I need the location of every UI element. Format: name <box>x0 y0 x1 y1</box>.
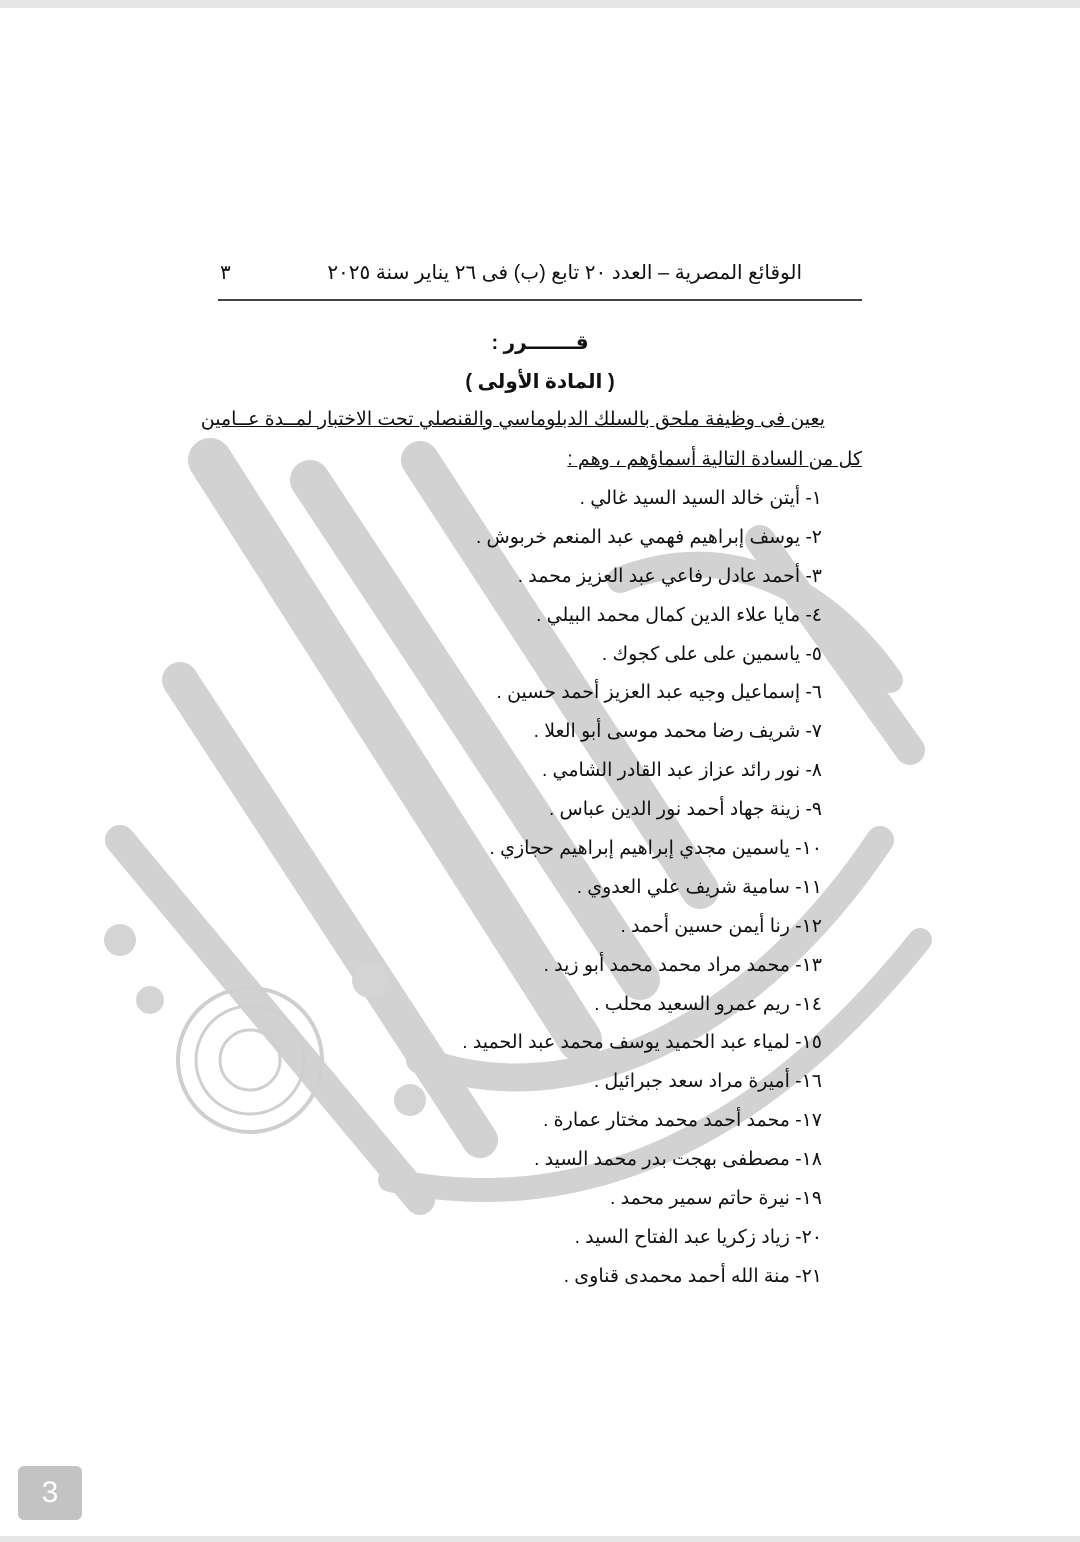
appointee-list <box>402 486 822 1303</box>
list-item: ١- أيتن خالد السيد السيد غالي . <box>579 488 822 509</box>
list-item: ١٦- أميرة مراد سعد جبرائيل . <box>593 1071 822 1093</box>
list-item: ٦- إسماعيل وجيه عبد العزيز أحمد حسين . <box>496 682 822 704</box>
page-header <box>218 258 862 290</box>
list-item: ٨- نور رائد عزاز عبد القادر الشامي . <box>541 760 822 782</box>
gazette-page-number: ٣ <box>220 262 231 284</box>
list-item: ١٧- محمد أحمد محمد مختار عمارة . <box>543 1110 822 1132</box>
list-item: ١٩- نيرة حاتم سمير محمد . <box>610 1188 822 1210</box>
header-divider <box>218 299 862 301</box>
intro-line-1: يعين فى وظيفة ملحق بالسلك الدبلوماسي والقنصلي تحت الاختبار لمــدة عــامين <box>200 409 825 430</box>
viewer-top-bar <box>0 0 1080 8</box>
list-item: ١٣- محمد مراد محمد محمد أبو زيد . <box>543 954 822 976</box>
intro-line-2: كل من السادة التالية أسماؤهم ، وهم : <box>567 449 862 470</box>
decision-heading: قـــــــرر : <box>491 332 589 354</box>
list-item: ١٨- مصطفى بهجت بدر محمد السيد . <box>534 1149 822 1171</box>
list-item: ١٤- ريم عمرو السعيد محلب . <box>594 993 822 1015</box>
list-item: ١٢- رنا أيمن حسين أحمد . <box>620 915 822 937</box>
list-item: ٤- مايا علاء الدين كمال محمد البيلي . <box>536 604 822 626</box>
list-item: ٢٠- زياد زكريا عبد الفتاح السيد . <box>574 1226 822 1248</box>
list-item: ٧- شريف رضا محمد موسى أبو العلا . <box>533 721 822 743</box>
list-item: ٥- ياسمين على على كجوك . <box>601 643 822 665</box>
list-item: ٣- أحمد عادل رفاعي عبد العزيز محمد . <box>517 565 822 587</box>
list-item: ٩- زينة جهاد أحمد نور الدين عباس . <box>548 799 822 821</box>
list-item: ٢- يوسف إبراهيم فهمي عبد المنعم خربوش . <box>475 526 822 548</box>
list-item: ١٠- ياسمين مجدي إبراهيم إبراهيم حجازي . <box>489 838 822 860</box>
page-number-badge[interactable]: 3 <box>18 1466 82 1520</box>
list-item: ١٥- لمياء عبد الحميد يوسف محمد عبد الحميد . <box>462 1032 822 1054</box>
viewer-bottom-bar <box>0 1536 1080 1542</box>
gazette-header-title: الوقائع المصرية – العدد ٢٠ تابع (ب) فى ٢٦ يناير سنة ٢٠٢٥ <box>327 262 802 284</box>
article-heading: ( المادة الأولى ) <box>465 371 615 393</box>
list-item: ١١- سامية شريف علي العدوي . <box>576 876 822 898</box>
list-item: ٢١- منة الله أحمد محمدى قناوى . <box>563 1265 822 1287</box>
